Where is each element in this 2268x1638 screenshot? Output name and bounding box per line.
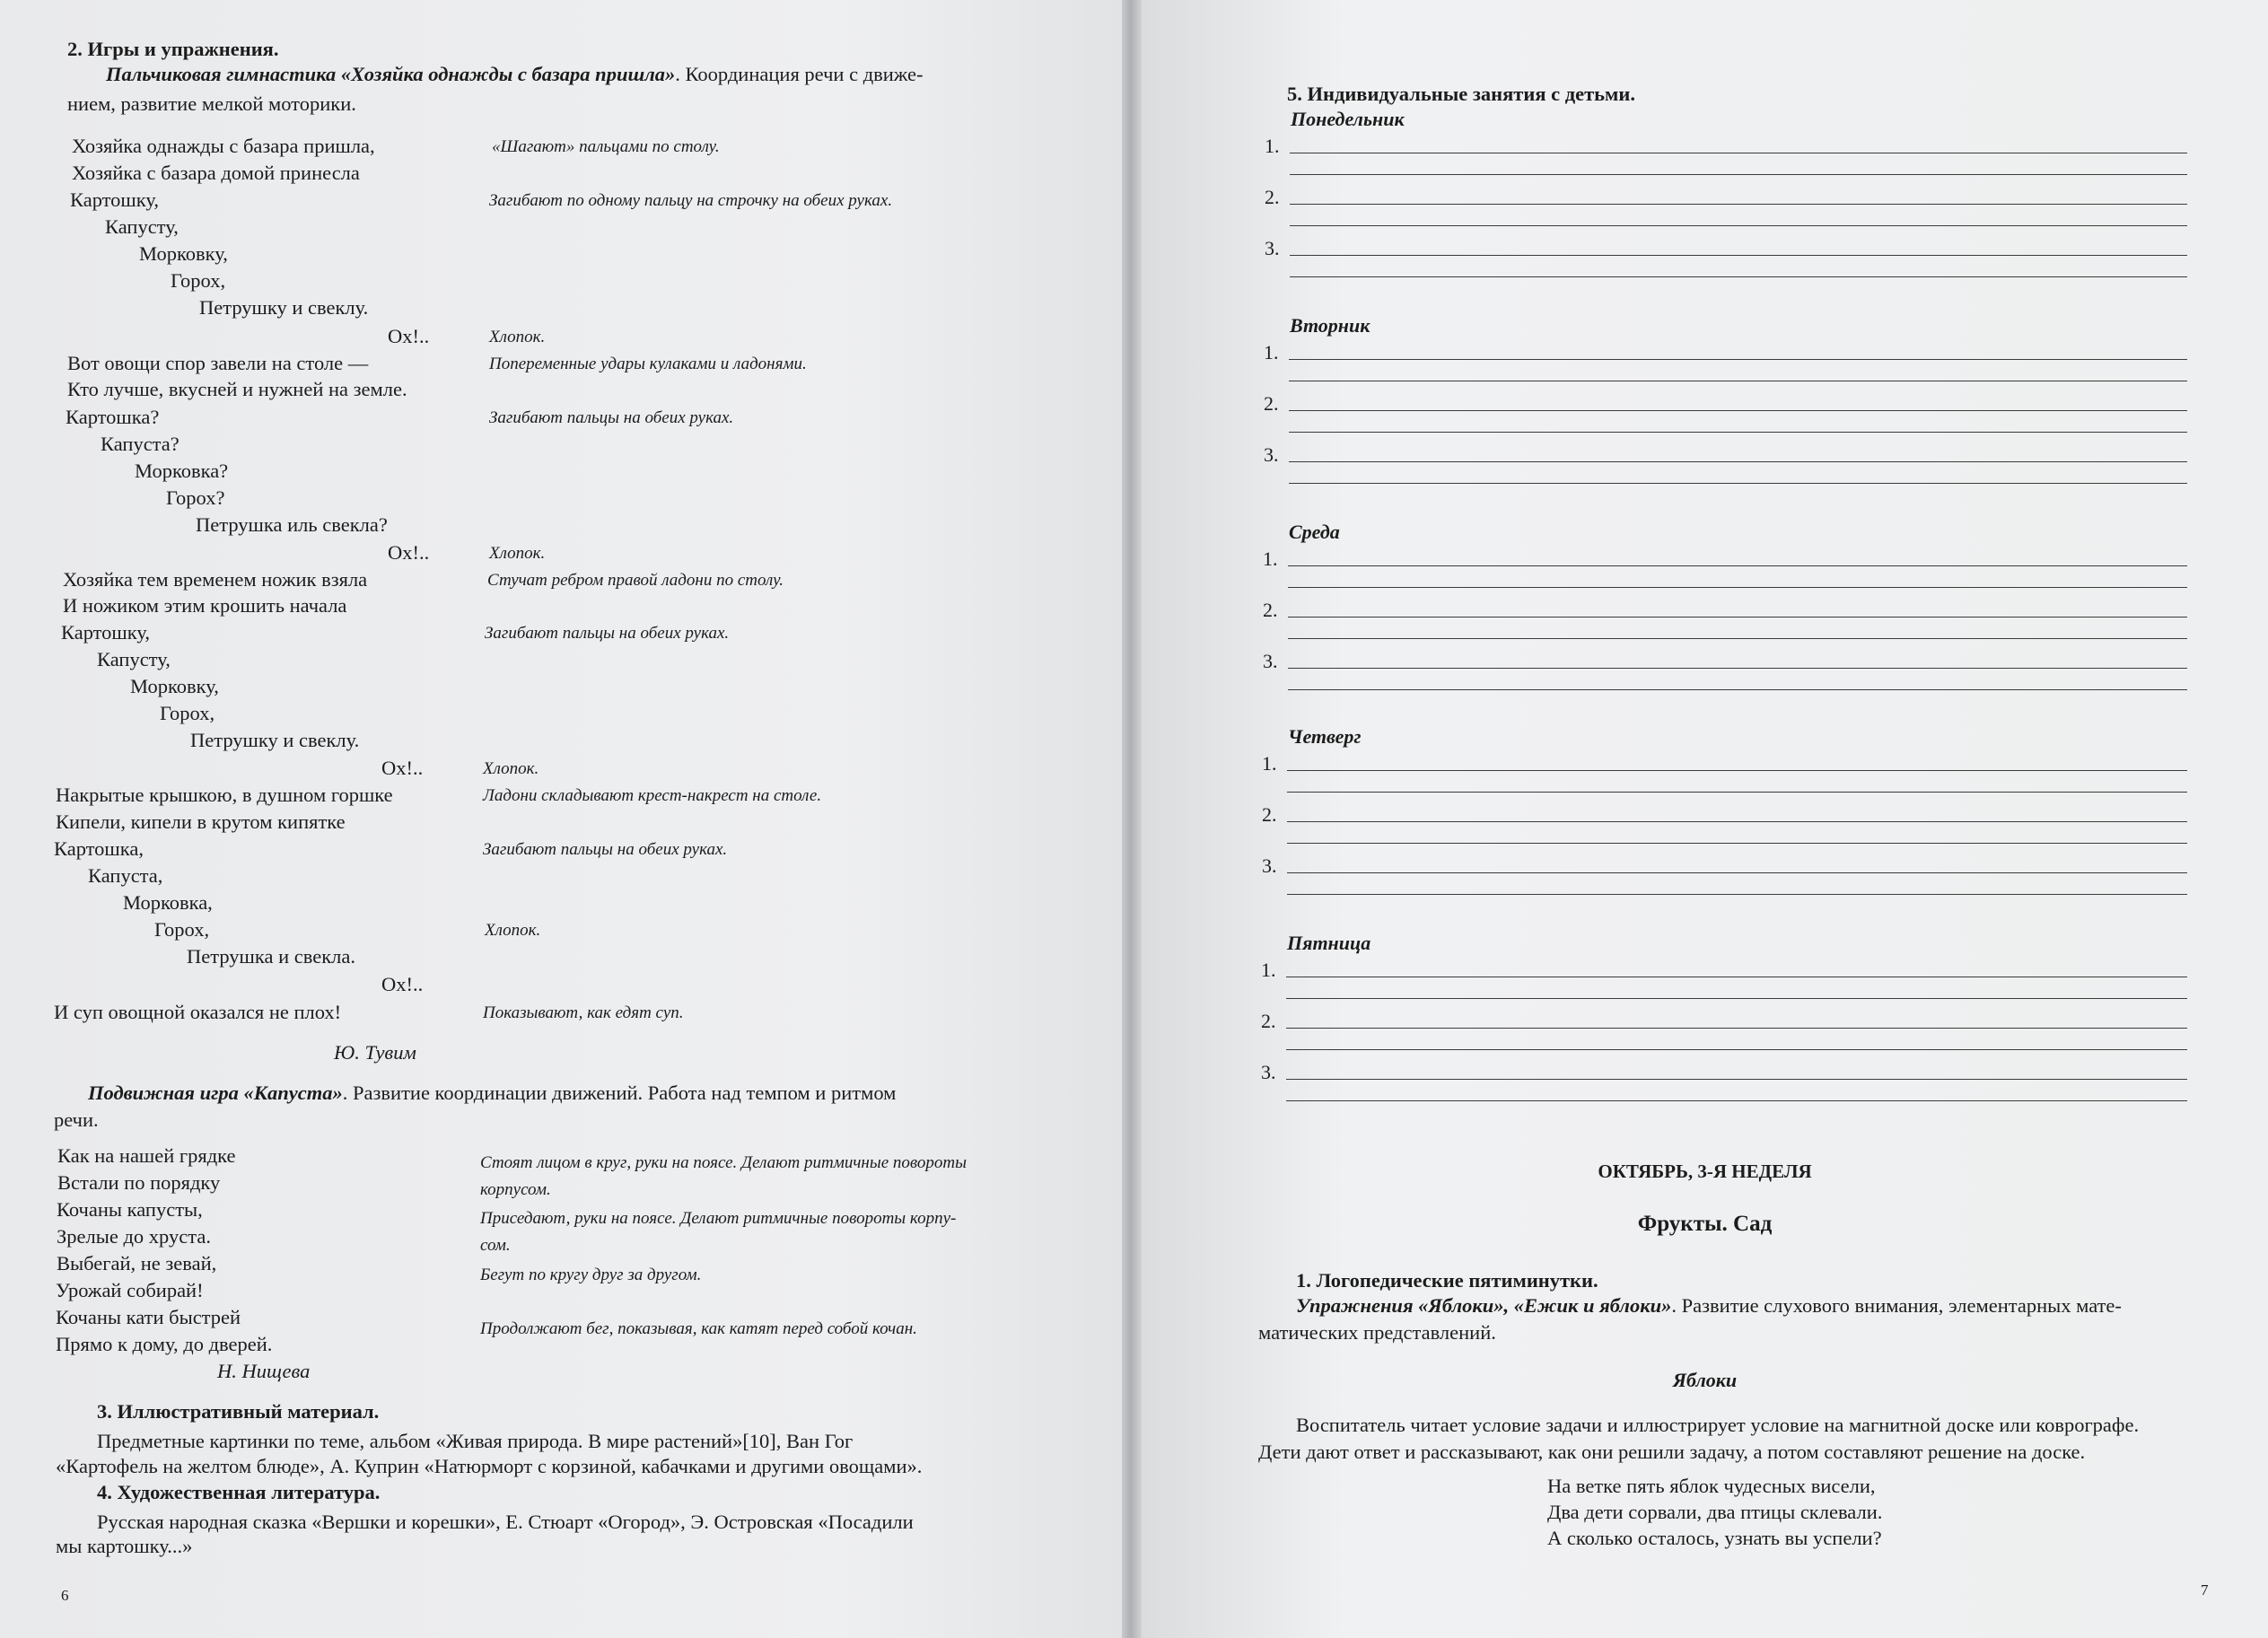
poem2-comment: Стоят лицом в круг, руки на поясе. Делают ритмичные повороты [480,1153,967,1172]
instructions-1: Воспитатель читает условие задачи и иллюстрирует условие на магнитной доске или коврографе. [1296,1414,2140,1436]
poem1-line: Ох!.. [381,757,424,779]
line-number: 2. [1265,186,1280,208]
writing-line [1288,617,2187,618]
poem1-line: Петрушка и свекла. [187,945,355,968]
writing-line [1288,587,2187,588]
poem1-comment: Загибают пальцы на обеих руках. [489,408,734,427]
poem2-line: Выбегай, не зевай, [57,1252,217,1274]
poem2-line: Урожай собирай! [56,1279,204,1301]
line-number: 1. [1262,752,1277,775]
writing-line [1287,821,2187,822]
exercise-heading [1296,1294,2122,1318]
poem2-author: Н. Нищева [217,1360,311,1382]
day-heading: Вторник [1290,314,1370,337]
poem2-comment: Продолжают бег, показывая, как катят перед собой кочан. [480,1319,917,1338]
poem1-line: Горох? [166,486,225,509]
topic-title: Фрукты. Сад [1637,1212,1773,1236]
poem2-line: Встали по порядку [57,1171,221,1194]
poem1-line: Картошку, [70,188,159,211]
poem1-comment: Хлопок. [485,921,541,940]
writing-line [1286,1049,2187,1050]
poem1-line: Ох!.. [388,325,430,347]
game2-desc-cont: речи. [54,1108,99,1131]
poem1-line: Хозяйка однажды с базара пришла, [72,135,375,157]
day-heading: Понедельник [1291,108,1405,130]
line-number: 1. [1265,135,1280,157]
writing-line [1290,276,2187,277]
game2-title: Подвижная игра «Капуста» [88,1082,343,1104]
writing-line [1289,359,2187,360]
line-number: 1. [1263,547,1278,570]
section4-text-2: мы картошку...» [56,1535,193,1557]
poem2-line: Зрелые до хруста. [57,1225,211,1248]
writing-line [1287,843,2187,844]
day-heading: Пятница [1287,932,1371,954]
poem2-line: Прямо к дому, до дверей. [56,1333,273,1355]
poem1-line: Хозяйка тем временем ножик взяла [63,568,368,591]
writing-line [1287,872,2187,873]
poem1-comment: Хлопок. [483,759,539,778]
writing-line [1286,1028,2187,1029]
writing-line [1287,894,2187,895]
poem2-comment: Приседают, руки на поясе. Делают ритмичные повороты корпу- [480,1209,957,1228]
writing-line [1289,483,2187,484]
book-spine [1122,0,1142,1638]
line-number: 1. [1264,341,1279,364]
poem1-line: Горох, [171,269,226,292]
poem2-comment: сом. [480,1236,511,1255]
poem2-line: Как на нашей грядке [57,1144,236,1167]
writing-line [1286,1100,2187,1101]
section3-title: 3. Иллюстративный материал. [97,1400,380,1423]
poem1-line: Кипели, кипели в крутом кипятке [56,810,346,833]
line-number: 3. [1264,443,1279,466]
writing-line [1290,255,2187,256]
writing-line [1288,638,2187,639]
poem1-line: Петрушку и свеклу. [199,296,369,319]
right-page [1142,0,2268,1638]
writing-line [1289,410,2187,411]
poem1-line: Картошку, [61,621,150,644]
poem1-line: Картошка, [54,837,144,860]
poem1-line: Капусту, [105,215,179,238]
poem1-line: Кто лучше, вкусней и нужней на земле. [67,378,407,400]
section1-title: 1. Логопедические пятиминутки. [1296,1269,1598,1292]
poem1-line: Хозяйка с базара домой принесла [72,162,360,184]
writing-line [1287,770,2187,771]
poem1-line: Накрытые крышкою, в душном горшке [56,784,393,806]
exercise-desc-cont: матических представлений. [1258,1321,1496,1344]
week-heading: ОКТЯБРЬ, 3-Я НЕДЕЛЯ [1598,1161,1812,1182]
poem1-line: Ох!.. [388,541,430,564]
riddle-line: А сколько осталось, узнать вы успели? [1547,1527,1882,1549]
section2-title: 2. Игры и упражнения. [67,38,279,60]
exercise-title: Упражнения «Яблоки», «Ежик и яблоки» [1296,1294,1672,1317]
subheading-apples: Яблоки [1672,1369,1738,1391]
poem1-comment: Стучат ребром правой ладони по столу. [487,571,784,590]
game2-desc: . Развитие координации движений. Работа над темпом и ритмом [342,1082,897,1104]
game2-heading [88,1082,896,1105]
poem1-comment: Хлопок. [489,328,546,346]
poem1-comment: «Шагают» пальцами по столу. [492,137,720,156]
game1-desc: . Координация речи с движе- [675,63,924,85]
page-number-right: 7 [2201,1581,2209,1599]
writing-line [1289,461,2187,462]
line-number: 2. [1261,1010,1276,1032]
poem1-comment: Показывают, как едят суп. [483,1003,684,1022]
writing-line [1290,204,2187,205]
poem1-line: Горох, [160,702,215,724]
poem1-line: Капуста? [101,433,180,455]
poem2-comment: Бегут по кругу друг за другом. [480,1266,702,1284]
section4-title: 4. Художественная литература. [97,1481,381,1503]
poem1-comment: Загибают пальцы на обеих руках. [485,624,730,643]
line-number: 3. [1265,237,1280,259]
line-number: 1. [1261,959,1276,981]
poem1-line: Картошка? [66,406,160,428]
poem1-author: Ю. Тувим [334,1041,416,1064]
poem1-line: Морковка? [135,460,229,482]
poem1-line: Вот овощи спор завели на столе — [67,352,369,374]
section5-title: 5. Индивидуальные занятия с детьми. [1287,83,1635,105]
riddle-line: На ветке пять яблок чудесных висели, [1547,1475,1876,1497]
poem1-comment: Ладони складывают крест-накрест на столе. [483,786,822,805]
line-number: 2. [1262,803,1277,826]
writing-line [1288,565,2187,566]
writing-line [1288,668,2187,669]
poem1-line: И ножиком этим крошить начала [63,594,347,617]
writing-line [1290,174,2187,175]
poem1-comment: Загибают пальцы на обеих руках. [483,840,728,859]
line-number: 2. [1264,392,1279,415]
poem2-line: Кочаны кати быстрей [56,1306,241,1328]
line-number: 2. [1263,599,1278,621]
poem1-comment: Хлопок. [489,544,546,563]
poem1-line: Ох!.. [381,973,424,995]
writing-line [1288,689,2187,690]
poem1-comment: Загибают по одному пальцу на строчку на обеих руках. [489,191,893,210]
line-number: 3. [1261,1061,1276,1083]
riddle-line: Два дети сорвали, два птицы склевали. [1547,1501,1883,1523]
game1-title: Пальчиковая гимнастика «Хозяйка однажды с базара пришла» [106,63,676,85]
writing-line [1289,432,2187,433]
game1-heading [106,63,924,86]
poem1-line: И суп овощной оказался не плох! [54,1001,342,1023]
poem1-line: Морковка, [123,891,213,914]
day-heading: Четверг [1288,725,1362,748]
page-number-left: 6 [61,1587,69,1604]
section3-text-1: Предметные картинки по теме, альбом «Живая природа. В мире растений»[10], Ван Гог [97,1430,854,1452]
left-page [0,0,1122,1638]
poem1-line: Горох, [154,918,210,941]
poem1-line: Капуста, [88,864,163,887]
poem1-line: Морковку, [139,242,228,265]
poem1-line: Капусту, [97,648,171,670]
day-heading: Среда [1289,521,1340,543]
section4-text-1: Русская народная сказка «Вершки и корешки», Е. Стюарт «Огород», Э. Островская «Посадили [97,1511,914,1533]
poem2-line: Кочаны капусты, [57,1198,203,1221]
writing-line [1287,792,2187,793]
writing-line [1286,1079,2187,1080]
game1-desc-cont: нием, развитие мелкой моторики. [67,92,356,115]
section3-text-2: «Картофель на желтом блюде», А. Куприн «Натюрморт с корзиной, кабачками и другими овощами». [56,1455,923,1477]
line-number: 3. [1263,650,1278,672]
poem1-line: Петрушку и свеклу. [190,729,360,751]
line-number: 3. [1262,854,1277,877]
exercise-desc: . Развитие слухового внимания, элементарных мате- [1671,1294,2122,1317]
writing-line [1290,225,2187,226]
poem2-comment: корпусом. [480,1180,551,1199]
instructions-2: Дети дают ответ и рассказывают, как они решили задачу, а потом составляют решение на доске. [1258,1441,2086,1463]
poem1-line: Петрушка иль свекла? [196,513,388,536]
poem1-comment: Попеременные удары кулаками и ладонями. [489,355,807,373]
poem1-line: Морковку, [130,675,219,697]
writing-line [1286,998,2187,999]
